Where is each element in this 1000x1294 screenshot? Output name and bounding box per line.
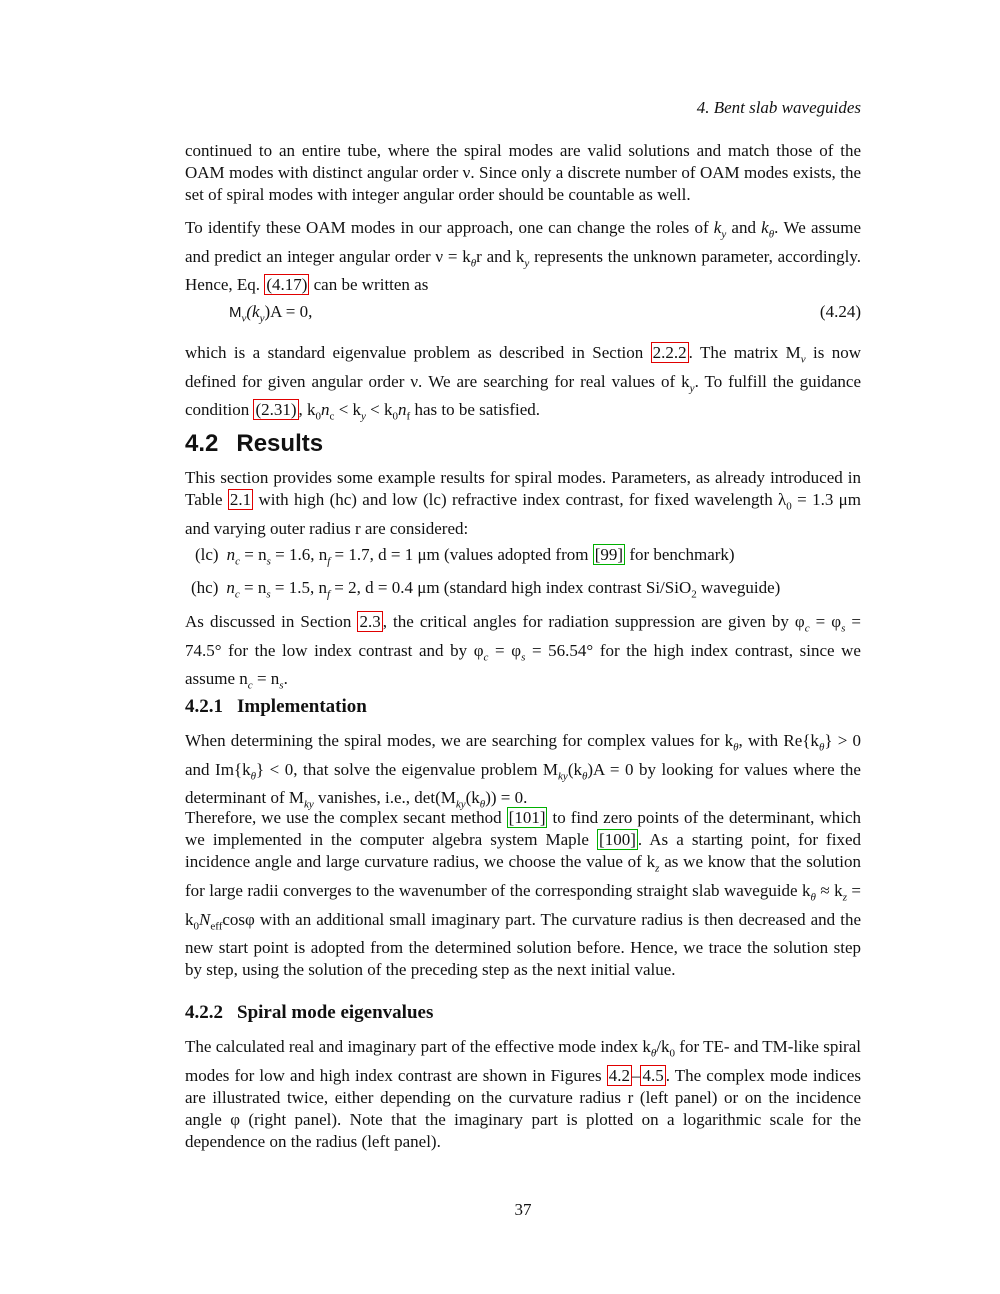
citation-link[interactable]: [99] [594,545,624,564]
paragraph-eigenvalue-problem: which is a standard eigenvalue problem as described in Section 2.2.2 . The matrix $M_\nu$ is now defined for given angular order ν. We are searching for real values of $k_y$. To fulfill the guidance condition (2.31) , $k_0n_c < k_y < k_0n_f$ has to be satisfied. [185,343,861,423]
equation-ref-link[interactable]: (2.31) [255,400,297,420]
figure-ref-link[interactable]: 4.2 [608,1065,630,1085]
section-ref-link[interactable]: 2.2.2 [652,343,687,362]
citation-link[interactable]: [100] [599,830,636,850]
equation-ref-link[interactable]: (4.17) [266,275,308,295]
subsection-heading-implementation: 4.2.1 Implementation [185,696,367,717]
table-ref-link[interactable]: 2.1 [229,490,252,510]
paragraph-secant-method: Therefore, we use the complex secant method [101] to find zero points of the determinant, which we implemented in the computer algebra system Maple [100] . As a starting point, for fixed incidence angle and large curvature radius, we choose the value of $k_z$ as we know that the solution for large radii converges to the wavenumber of the corresponding straight slab waveguide $k_\theta \approx k_z = k_0N_{eff}\cos\varphi$ with an additional small imaginary part. The curvature radius is then decreased and the new start point is adopted from the determined solution before. Hence, we trace the solution step by step, using the solution of the preceding step as the next initial value. [185,808,862,980]
paragraph-text: continued to an entire tube, where the spiral modes are valid solutions and match those of the OAM modes with distinct angular order ν. Since only a discrete number of OAM modes exists, the set of spiral modes with integer angular order should be countable as well. [185,141,861,205]
page-number: 37 [514,1200,532,1219]
paragraph-results-intro: This section provides some example results for spiral modes. Parameters, as already introduced in Table 2.1 with high (hc) and low (lc) refractive index contrast, for fixed wavelength $\lambda_0 = 1.3$ μm and varying outer radius r are considered: [185,468,861,538]
paragraph-spiral-search: When determining the spiral modes, we are searching for complex values for $k_\theta$, with $Re\{k_\theta\} > 0$ and $Im\{k_\theta\} < 0$, that solve the eigenvalue problem $M_{ky}(k_\theta)A = 0$ by looking for values where the determinant of $M_{ky}$ vanishes, i.e., $\det(M_{ky}(k_\theta)) = 0$. [185,731,861,811]
list-item-hc: (hc) $n_c = n_s = 1.5$, $n_f = 2$, d = 0.4 μm (standard high index contrast Si/SiO$_2$ waveguide) [191,578,781,601]
equation-body: $M_\nu(k_y)A = 0$, [229,302,313,325]
citation-link[interactable]: [101] [508,808,546,827]
equation-number: (4.24) [819,302,861,321]
section-heading: 4.2 Results [185,430,324,457]
paragraph-mode-index: The calculated real and imaginary part of the effective mode index $k_\theta/k_0$ for TE- and TM-like spiral modes for low and high index contrast are shown in Figures 4.2 – 4.5 . The complex mode indices are illustrated twice, either depending on the curvature radius r (left panel) or on the incidence angle φ (right panel). Note that the imaginary part is plotted on a logarithmic scale for the dependence on the radius (left panel). [185,1037,861,1152]
running-head: 4. Bent slab waveguides [696,98,861,117]
list-item-lc: (lc) $n_c = n_s = 1.6$, $n_f = 1.7$, d = 1 μm (values adopted from [99] for benchmark) [195,545,735,568]
section-ref-link[interactable]: 2.3 [359,612,381,631]
paragraph-oam-roles: To identify these OAM modes in our approach, one can change the roles of $k_y$ and $k_\theta$. We assume and predict an integer angular order $\nu = k_\theta r$ and $k_y$ represents the unknown parameter, accordingly. Hence, Eq. (4.17) can be written as [185,218,861,295]
paragraph-critical-angles: As discussed in Section 2.3 , the critical angles for radiation suppression are given by $\varphi_c = \varphi_s = 74.5^\circ$ for the low index contrast and by $\varphi_c = \varphi_s = 56.54^\circ$ for the high index contrast, since we assume $n_c = n_s$. [185,612,861,692]
figure-ref-link[interactable]: 4.5 [642,1065,664,1085]
paragraph-continuation [185,140,861,207]
subsection-heading-eigenvalues: 4.2.2 Spiral mode eigenvalues [185,1002,434,1023]
